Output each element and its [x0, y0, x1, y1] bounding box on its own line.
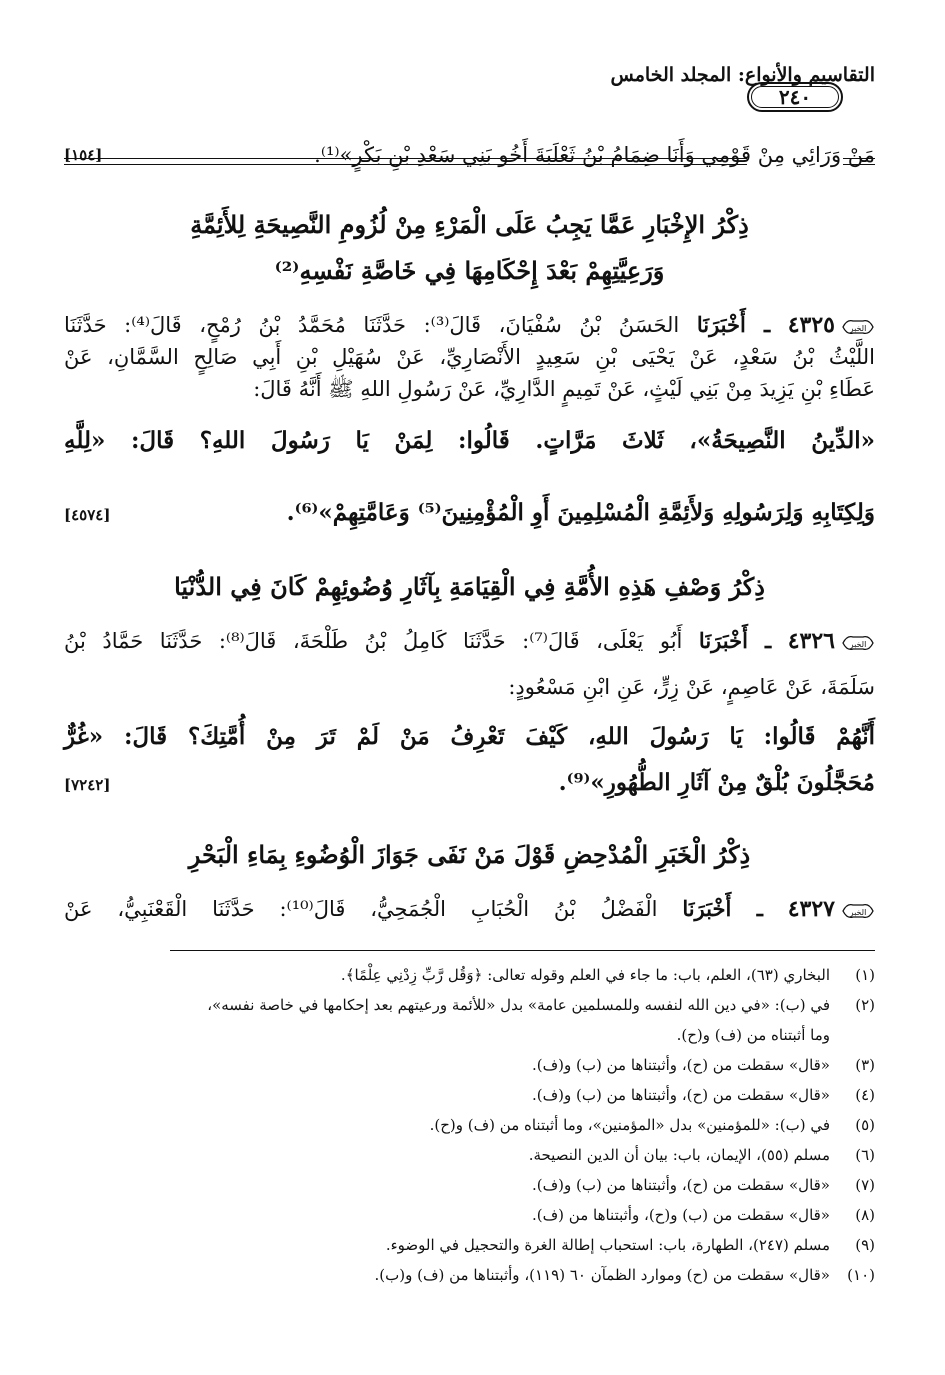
footnote-text: البخاري (٦٣)، العلم، باب: ما جاء في العلم وقوله تعالى: ﴿وَقُل رَّبِّ زِدْنِي عِلْمًا﴾. [340, 966, 830, 984]
hadith-isnad-line [64, 894, 875, 924]
footnote-text: «قال» سقطت من (ح)، وأثبتناها من (ب) و(ف). [531, 1176, 830, 1194]
footnote-item [64, 1260, 875, 1290]
footnote-item [64, 960, 875, 990]
footnote-item [64, 1050, 875, 1080]
hadith-isnad-line [64, 626, 875, 656]
svg-text:الخبر: الخبر [849, 907, 867, 917]
running-title: التقاسيم والأنواع: المجلد الخامس [610, 64, 875, 86]
footnote-text: في (ب): «في دين الله لنفسه وللمسلمين عامة» بدل «للأئمة ورعيتهم بعد إحكامها في خاصة نفسه»، [207, 996, 830, 1014]
footnote-number: (١٠) [847, 1266, 875, 1284]
hadith-isnad-line: اللَّيْثُ بْنُ سَعْدٍ، عَنْ يَحْيَى بْنِ سَعِيدٍ الأَنْصَارِيِّ، عَنْ سُهَيْلِ بْنِ أَبِي صَالِحٍ السَّمَّانِ، عَنْ [64, 345, 875, 369]
chapter-heading: ذِكْرُ الْخَبَرِ الْمُدْحِضِ قَوْلَ مَنْ نَفَى جَوَازَ الْوُضُوءِ بِمَاءِ الْبَحْرِ [188, 840, 751, 869]
footnote-number: (٥) [855, 1116, 875, 1134]
footnote-item [64, 1140, 875, 1170]
hadith-isnad-line: عَطَاءِ بْنِ يَزِيدَ مِنْ بَنِي لَيْثٍ، عَنْ تَمِيمٍ الدَّارِيِّ، عَنْ رَسُولِ اللهِ ﷺ أَنَّهُ قَالَ: [253, 377, 875, 401]
footnote-number: (٧) [855, 1176, 875, 1194]
chapter-heading: ذِكْرُ الإِخْبَارِ عَمَّا يَجِبُ عَلَى الْمَرْءِ مِنْ لُزُومِ النَّصِيحَةِ لِلأَئِمَّةِ [190, 210, 749, 239]
hadith-matn-line: وَلِكِتَابِهِ وَلِرَسُولِهِ وَلأَئِمَّةِ الْمُسْلِمِينَ أَوِ الْمُؤْمِنِينَ⁽⁵⁾ وَعَامَّتِهِمْ»⁽⁶⁾. [286, 499, 875, 526]
footnote-number: (٩) [855, 1236, 875, 1254]
footnote-text: «قال» سقطت من (ح)، وأثبتناها من (ب) و(ف). [531, 1086, 830, 1104]
footnote-number: (٣) [855, 1056, 875, 1074]
chapter-heading: ذِكْرُ وَصْفِ هَذِهِ الأُمَّةِ فِي الْقِيَامَةِ بِآثَارِ وُضُوئِهِمْ كَانَ فِي الدُّنْيَا [174, 572, 765, 601]
svg-text:الخبر: الخبر [849, 323, 867, 333]
hadith-opener: ـ أَخْبَرَنَا [696, 312, 771, 337]
khabar-ornament-icon [841, 633, 875, 653]
hadith-number: ٤٣٢٧ [787, 896, 835, 922]
svg-text:الخبر: الخبر [849, 639, 867, 649]
footnote-item [64, 1080, 875, 1110]
hadith-matn-line: «الدِّينُ النَّصِيحَةُ»، ثَلاثَ مَرَّاتٍ. قَالُوا: لِمَنْ يَا رَسُولَ اللهِ؟ قَالَ: «لِلَّهِ [64, 427, 875, 454]
hadith-text: الْفَضْلُ بْنُ الْحُبَابِ الْجُمَحِيُّ، قَالَ⁽¹⁰⁾: حَدَّثَنَا الْقَعْنَبِيُّ، عَنْ [64, 897, 658, 921]
footnotes [64, 960, 875, 1290]
footnote-separator [170, 950, 875, 951]
cross-reference: [٤٥٧٤] [64, 506, 111, 524]
footnote-item [64, 1230, 875, 1260]
book-page [64, 0, 875, 1375]
hadith-matn-line: مُحَجَّلُونَ بُلْقٌ مِنْ آثَارِ الطُّهُورِ»⁽⁹⁾. [558, 769, 875, 796]
footnote-text: مسلم (٢٤٧)، الطهارة، باب: استحباب إطالة الغرة والتحجيل في الوضوء. [385, 1236, 830, 1254]
hadith-matn-line: أَنَّهُمْ قَالُوا: يَا رَسُولَ اللهِ، كَيْفَ تَعْرِفُ مَنْ لَمْ تَرَ مِنْ أُمَّتِكَ؟ قَالَ: «غُرٌّ [64, 723, 875, 750]
cross-reference: [٧٢٤٢] [64, 776, 111, 794]
hadith-opener: ـ أَخْبَرَنَا [682, 896, 763, 921]
hadith-number: ٤٣٢٦ [787, 628, 835, 654]
footnote-item [64, 1110, 875, 1140]
footnote-item [64, 1170, 875, 1200]
footnote-number: (٦) [855, 1146, 875, 1164]
footnote-number: (١) [855, 966, 875, 984]
footnote-number: (٢) [855, 996, 875, 1014]
footnote-text: «قال» سقطت من (ح)، وأثبتناها من (ب) و(ف). [531, 1056, 830, 1074]
hadith-opener: ـ أَخْبَرَنَا [698, 628, 772, 653]
hadith-isnad-line: سَلَمَةَ، عَنْ عَاصِمٍ، عَنْ زِرٍّ، عَنِ ابْنِ مَسْعُودٍ: [508, 675, 875, 699]
khabar-ornament-icon [841, 901, 875, 921]
page-header [64, 60, 875, 120]
footnote-number: (٤) [855, 1086, 875, 1104]
khabar-ornament-icon [841, 317, 875, 337]
page-number-badge: ٢٤٠ [747, 82, 843, 112]
footnote-continuation: وما أثبتناه من (ف) و(ح). [676, 1026, 830, 1044]
footnote-text: مسلم (٥٥)، الإيمان، باب: بيان أن الدين النصيحة. [528, 1146, 830, 1164]
footnote-item [64, 1200, 875, 1230]
cross-reference: [١٥٤] [64, 146, 103, 164]
hadith-isnad-line [64, 310, 875, 340]
hadith-text: الحَسَنُ بْنُ سُفْيَانَ، قَالَ⁽³⁾: حَدَّثَنَا مُحَمَّدُ بْنُ رُمْحٍ، قَالَ⁽⁴⁾: حَدَّثَنَا [64, 313, 680, 337]
footnote-item [64, 990, 875, 1020]
footnote-text: «قال» سقطت من (ب) و(ح)، وأثبتناها من (ف). [531, 1206, 830, 1224]
body-line: مَنْ وَرَائِي مِنْ قَوْمِي وَأَنَا ضِمَامُ بْنُ ثَعْلَبَةَ أَخُو بَنِي سَعْدِ بْنِ بَكْرٍ»⁽¹⁾. [314, 143, 875, 167]
hadith-text: أَبُو يَعْلَى، قَالَ⁽⁷⁾: حَدَّثَنَا كَامِلُ بْنُ طَلْحَةَ، قَالَ⁽⁸⁾: حَدَّثَنَا حَمَّادُ بْنُ [64, 629, 683, 653]
hadith-number: ٤٣٢٥ [787, 312, 835, 338]
footnote-text: «قال» سقطت من (ح) وموارد الظمآن ٦٠ (١١٩)، وأثبتناها من (ف) و(ب). [374, 1266, 830, 1284]
footnote-number: (٨) [855, 1206, 875, 1224]
footnote-text: في (ب): «للمؤمنين» بدل «المؤمنين»، وما أثبتناه من (ف) و(ح). [429, 1116, 830, 1134]
chapter-heading: وَرَعِيَّتِهِمْ بَعْدَ إِحْكَامِهَا فِي خَاصَّةِ نَفْسِهِ⁽²⁾ [274, 256, 665, 285]
